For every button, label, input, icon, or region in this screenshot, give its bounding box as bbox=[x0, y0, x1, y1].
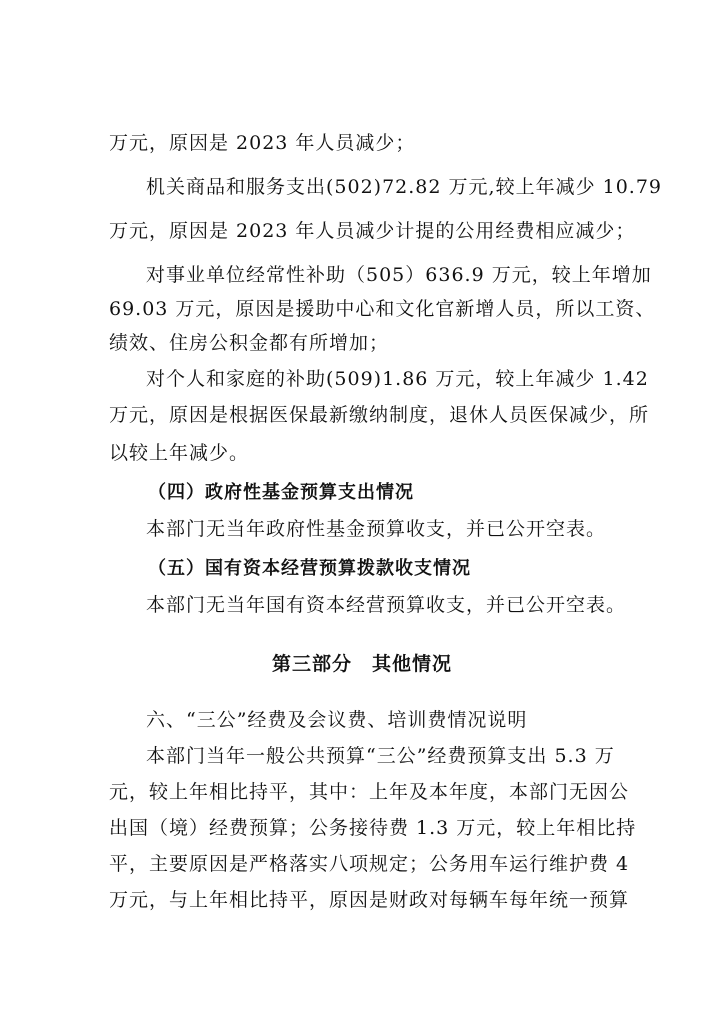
section-6-line-4: 平，主要原因是严格落实八项规定；公务用车运行维护费 4 bbox=[109, 853, 630, 875]
p3-line-2: 69.03 万元，原因是援助中心和文化官新增人员，所以工资、 bbox=[109, 298, 656, 320]
section-6-heading: 六、“三公”经费及会议费、培训费情况说明 bbox=[146, 709, 528, 731]
p4-line-3: 以较上年减少。 bbox=[109, 442, 250, 464]
subsection-5-line-1: 本部门无当年国有资本经营预算收支，并已公开空表。 bbox=[146, 594, 627, 616]
p4-line-1: 对个人和家庭的补助(509)1.86 万元，较上年减少 1.42 bbox=[146, 368, 649, 390]
p4-line-2: 万元，原因是根据医保最新缴纳制度，退休人员医保减少，所 bbox=[109, 404, 650, 426]
p3-line-3: 绩效、住房公积金都有所增加； bbox=[109, 332, 390, 354]
p1-line-1: 万元，原因是 2023 年人员减少； bbox=[109, 132, 416, 154]
p2-line-1: 机关商品和服务支出(502)72.82 万元,较上年减少 10.79 bbox=[146, 176, 662, 198]
section-6-line-1: 本部门当年一般公共预算“三公”经费预算支出 5.3 万 bbox=[146, 745, 615, 767]
subsection-5-heading: （五）国有资本经营预算拨款收支情况 bbox=[148, 558, 471, 579]
subsection-4-heading: （四）政府性基金预算支出情况 bbox=[148, 482, 414, 503]
p3-line-1: 对事业单位经常性补助（505）636.9 万元，较上年增加 bbox=[146, 264, 652, 286]
p2-line-2: 万元，原因是 2023 年人员减少计提的公用经费相应减少； bbox=[109, 220, 636, 242]
section-6-line-3: 出国（境）经费预算；公务接待费 1.3 万元，较上年相比持 bbox=[109, 817, 637, 839]
section-6-line-2: 元，较上年相比持平，其中：上年及本年度，本部门无因公 bbox=[109, 781, 630, 803]
section-6-line-5: 万元，与上年相比持平，原因是财政对每辆车每年统一预算 bbox=[109, 889, 630, 911]
subsection-4-line-1: 本部门无当年政府性基金预算收支，并已公开空表。 bbox=[146, 518, 607, 540]
part-3-title: 第三部分 其他情况 bbox=[271, 653, 452, 675]
